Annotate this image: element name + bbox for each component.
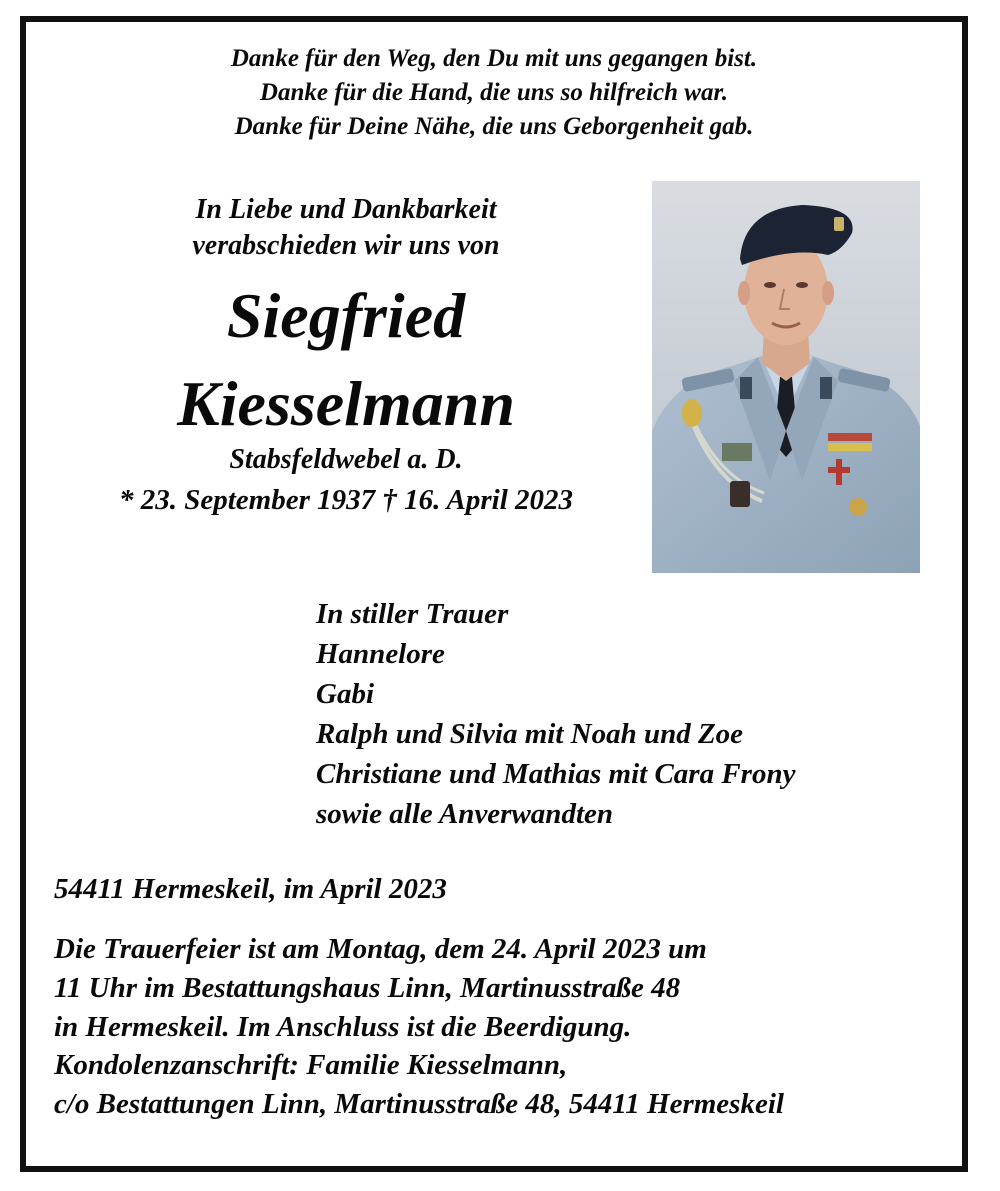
mourner-name: sowie alle Anverwandten xyxy=(316,798,613,830)
funeral-line: 11 Uhr im Bestattungshaus Linn, Martinusstraße 48 xyxy=(54,972,681,1004)
last-name: Kiesselmann xyxy=(177,368,515,439)
mourner-name: Ralph und Silvia mit Noah und Zoe xyxy=(316,718,744,750)
mourners-list xyxy=(316,594,795,834)
motto xyxy=(26,42,962,144)
life-dates: * 23. September 1937 † 16. April 2023 xyxy=(118,484,574,516)
funeral-line: Die Trauerfeier ist am Montag, dem 24. April 2023 um xyxy=(54,933,707,965)
portrait-photo xyxy=(652,181,920,573)
mourner-name: Gabi xyxy=(316,678,374,710)
funeral-line: in Hermeskeil. Im Anschluss ist die Beerdigung. xyxy=(54,1011,632,1043)
mourner-name: Christiane und Mathias mit Cara Frony xyxy=(316,758,796,790)
intro-line: In Liebe und Dankbarkeit xyxy=(195,194,497,225)
condolence-line: c/o Bestattungen Linn, Martinusstraße 48, 54411 Hermeskeil xyxy=(54,1088,784,1120)
motto-line: Danke für die Hand, die uns so hilfreich war. xyxy=(259,79,729,106)
funeral-info xyxy=(54,930,707,1047)
mourner-name: Hannelore xyxy=(316,638,445,670)
deceased-name xyxy=(26,272,666,448)
obituary-frame xyxy=(20,16,968,1172)
condolence-line: Kondolenzanschrift: Familie Kiesselmann, xyxy=(54,1049,568,1081)
deceased-rank: Stabsfeldwebel a. D. xyxy=(229,444,463,475)
condolence-address xyxy=(54,1046,784,1124)
first-name: Siegfried xyxy=(226,280,466,351)
motto-line: Danke für den Weg, den Du mit uns gegangen bist. xyxy=(230,45,758,72)
intro-line: verabschieden wir uns von xyxy=(192,230,500,261)
place-date: 54411 Hermeskeil, im April 2023 xyxy=(54,873,447,905)
intro-text xyxy=(26,192,666,264)
portrait-illustration xyxy=(652,181,920,573)
motto-line: Danke für Deine Nähe, die uns Geborgenheit gab. xyxy=(234,113,754,140)
mourners-heading: In stiller Trauer xyxy=(316,598,509,630)
